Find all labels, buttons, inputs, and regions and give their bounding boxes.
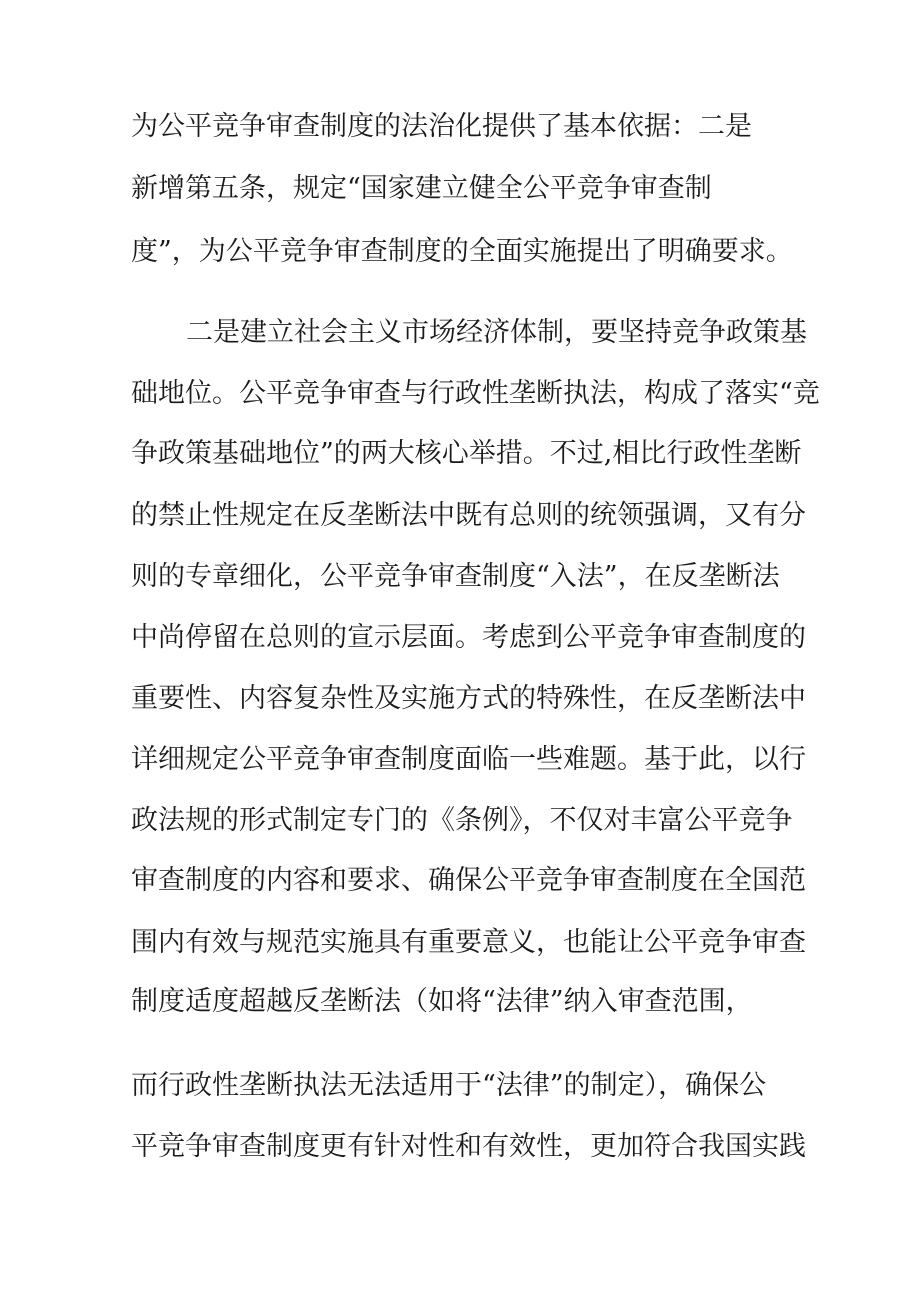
text-line-7: 的禁止性规定在反垄断法中既有总则的统领强调，又有分 <box>131 500 806 531</box>
text-line-6: 争政策基础地位”的两大核心举措。不过,相比行政性垄断 <box>131 438 802 469</box>
text-line-12: 政法规的形式制定专门的《条例》，不仅对丰富公平竞争 <box>131 805 793 836</box>
text-line-11: 详细规定公平竞争审查制度面临一些难题。基于此，以行 <box>131 744 806 775</box>
text-line-13: 审查制度的内容和要求、确保公平竞争审查制度在全国范 <box>131 865 806 896</box>
text-line-17: 平竞争审查制度更有针对性和有效性，更加符合我国实践 <box>131 1131 806 1162</box>
text-line-5: 础地位。公平竞争审查与行政性垄断执法，构成了落实“竞 <box>131 378 820 409</box>
text-line-4: 二是建立社会主义市场经济体制，要坚持竞争政策基 <box>186 317 807 348</box>
text-line-14: 围内有效与规范实施具有重要意义，也能让公平竞争审查 <box>131 927 806 958</box>
text-line-2: 新增第五条，规定“国家建立健全公平竞争审查制 <box>131 173 712 204</box>
text-line-10: 重要性、内容复杂性及实施方式的特殊性，在反垄断法中 <box>131 683 806 714</box>
text-line-16: 而行政性垄断执法无法适用于“法律”的制定），确保公 <box>131 1070 767 1101</box>
text-line-15: 制度适度超越反垄断法（如将“法律”纳入审查范围， <box>131 986 753 1017</box>
text-line-9: 中尚停留在总则的宣示层面。考虑到公平竞争审查制度的 <box>131 622 806 653</box>
text-line-3: 度”，为公平竞争审查制度的全面实施提出了明确要求。 <box>131 236 793 267</box>
text-line-8: 则的专章细化，公平竞争审查制度“入法”，在反垄断法 <box>131 561 780 592</box>
text-line-1: 为公平竞争审查制度的法治化提供了基本依据：二是 <box>131 111 752 142</box>
